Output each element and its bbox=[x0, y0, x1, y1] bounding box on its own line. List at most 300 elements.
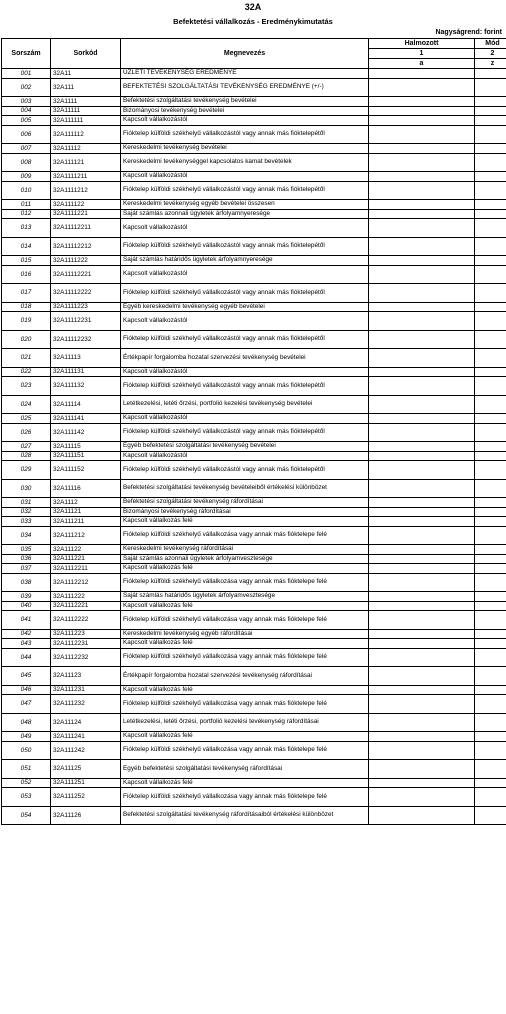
row-number: 048 bbox=[2, 713, 51, 732]
row-name: Fióktelep külföldi székhelyű vállalkozása vagy annak más fióktelepe felé bbox=[121, 611, 369, 630]
halmozott-value-cell[interactable] bbox=[369, 611, 475, 630]
mod-value-cell[interactable] bbox=[475, 116, 506, 126]
row-number: 024 bbox=[2, 395, 51, 414]
halmozott-value-cell[interactable] bbox=[369, 78, 475, 97]
row-name: Fióktelep külföldi székhelyű vállalkozástól vagy annak más fióktelepétől bbox=[121, 461, 369, 480]
halmozott-value-cell[interactable] bbox=[369, 116, 475, 126]
row-name: Kapcsolt vállalkozástól bbox=[121, 451, 369, 461]
table-row bbox=[2, 116, 506, 126]
halmozott-value-cell[interactable] bbox=[369, 545, 475, 555]
halmozott-value-cell[interactable] bbox=[369, 554, 475, 564]
row-code: 32A111131 bbox=[51, 367, 121, 377]
row-name: Fióktelep külföldi székhelyű vállalkozástól vagy annak más fióktelepétől bbox=[121, 284, 369, 303]
row-name: Fióktelep külföldi székhelyű vállalkozása vagy annak más fióktelepe felé bbox=[121, 648, 369, 667]
row-number: 017 bbox=[2, 284, 51, 303]
table-row bbox=[2, 732, 506, 742]
col-type-mod: z bbox=[475, 59, 506, 69]
row-code: 32A1111222 bbox=[51, 256, 121, 266]
row-name: Kapcsolt vállalkozástól bbox=[121, 172, 369, 182]
mod-value-cell[interactable] bbox=[475, 741, 506, 760]
mod-value-cell[interactable] bbox=[475, 479, 506, 498]
row-number: 053 bbox=[2, 788, 51, 807]
halmozott-value-cell[interactable] bbox=[369, 209, 475, 219]
row-number: 005 bbox=[2, 116, 51, 126]
mod-value-cell[interactable] bbox=[475, 106, 506, 116]
row-number: 032 bbox=[2, 507, 51, 517]
row-code: 32A1112 bbox=[51, 498, 121, 508]
row-code: 32A111252 bbox=[51, 788, 121, 807]
row-code: 32A1111211 bbox=[51, 172, 121, 182]
row-number: 033 bbox=[2, 517, 51, 527]
halmozott-value-cell[interactable] bbox=[369, 498, 475, 508]
row-code: 32A111121 bbox=[51, 153, 121, 172]
row-name: Fióktelep külföldi székhelyű vállalkozástól vagy annak más fióktelepétől bbox=[121, 377, 369, 396]
table-row bbox=[2, 209, 506, 219]
mod-value-cell[interactable] bbox=[475, 629, 506, 639]
halmozott-value-cell[interactable] bbox=[369, 760, 475, 779]
halmozott-value-cell[interactable] bbox=[369, 265, 475, 284]
row-number: 049 bbox=[2, 732, 51, 742]
mod-value-cell[interactable] bbox=[475, 367, 506, 377]
halmozott-value-cell[interactable] bbox=[369, 414, 475, 424]
mod-value-cell[interactable] bbox=[475, 200, 506, 210]
table-body bbox=[2, 69, 506, 825]
table-row bbox=[2, 312, 506, 331]
table-row bbox=[2, 685, 506, 695]
halmozott-value-cell[interactable] bbox=[369, 423, 475, 442]
mod-value-cell[interactable] bbox=[475, 237, 506, 256]
row-name: Saját számlás határidős ügyletek árfolyamnyeresége bbox=[121, 256, 369, 266]
table-row bbox=[2, 423, 506, 442]
mod-value-cell[interactable] bbox=[475, 648, 506, 667]
mod-value-cell[interactable] bbox=[475, 667, 506, 686]
halmozott-value-cell[interactable] bbox=[369, 648, 475, 667]
halmozott-value-cell[interactable] bbox=[369, 778, 475, 788]
mod-value-cell[interactable] bbox=[475, 573, 506, 592]
row-code: 32A1112212 bbox=[51, 573, 121, 592]
mod-value-cell[interactable] bbox=[475, 545, 506, 555]
halmozott-value-cell[interactable] bbox=[369, 284, 475, 303]
table-row bbox=[2, 181, 506, 200]
table-row bbox=[2, 377, 506, 396]
halmozott-value-cell[interactable] bbox=[369, 69, 475, 79]
row-name: Kapcsolt vállalkozás felé bbox=[121, 732, 369, 742]
table-row bbox=[2, 695, 506, 714]
row-name: Értékpapír forgalomba hozatal szervezési tevékenység bevételei bbox=[121, 349, 369, 368]
row-code: 32A111241 bbox=[51, 732, 121, 742]
table-row bbox=[2, 414, 506, 424]
row-code: 32A11126 bbox=[51, 806, 121, 825]
table-row bbox=[2, 69, 506, 79]
row-code: 32A11123 bbox=[51, 667, 121, 686]
row-number: 016 bbox=[2, 265, 51, 284]
halmozott-value-cell[interactable] bbox=[369, 517, 475, 527]
mod-value-cell[interactable] bbox=[475, 423, 506, 442]
row-name: Kapcsolt vállalkozástól bbox=[121, 367, 369, 377]
row-number: 006 bbox=[2, 125, 51, 144]
table-row bbox=[2, 517, 506, 527]
row-name: Fióktelep külföldi székhelyű vállalkozástól vagy annak más fióktelepétől bbox=[121, 330, 369, 349]
row-name: Fióktelep külföldi székhelyű vállalkozása vagy annak más fióktelepe felé bbox=[121, 526, 369, 545]
halmozott-value-cell[interactable] bbox=[369, 153, 475, 172]
halmozott-value-cell[interactable] bbox=[369, 573, 475, 592]
table-row bbox=[2, 648, 506, 667]
row-number: 026 bbox=[2, 423, 51, 442]
mod-value-cell[interactable] bbox=[475, 97, 506, 107]
row-number: 022 bbox=[2, 367, 51, 377]
row-name: Fióktelep külföldi székhelyű vállalkozása vagy annak más fióktelepe felé bbox=[121, 788, 369, 807]
row-number: 004 bbox=[2, 106, 51, 116]
col-type-halmozott: a bbox=[369, 59, 475, 69]
row-name: Fióktelep külföldi székhelyű vállalkozása vagy annak más fióktelepe felé bbox=[121, 573, 369, 592]
row-name: Értékpapír forgalomba hozatal szervezési tevékenység ráfordításai bbox=[121, 667, 369, 686]
mod-value-cell[interactable] bbox=[475, 685, 506, 695]
row-number: 042 bbox=[2, 629, 51, 639]
mod-value-cell[interactable] bbox=[475, 695, 506, 714]
mod-value-cell[interactable] bbox=[475, 564, 506, 574]
halmozott-value-cell[interactable] bbox=[369, 806, 475, 825]
row-code: 32A11115 bbox=[51, 442, 121, 452]
row-code: 32A111141 bbox=[51, 414, 121, 424]
row-number: 001 bbox=[2, 69, 51, 79]
table-row bbox=[2, 256, 506, 266]
row-code: 32A11113 bbox=[51, 349, 121, 368]
mod-value-cell[interactable] bbox=[475, 554, 506, 564]
row-name: Kereskedelmi tevékenység bevételei bbox=[121, 144, 369, 154]
row-number: 019 bbox=[2, 312, 51, 331]
row-code: 32A11111 bbox=[51, 106, 121, 116]
row-number: 038 bbox=[2, 573, 51, 592]
halmozott-value-cell[interactable] bbox=[369, 564, 475, 574]
table-row bbox=[2, 349, 506, 368]
halmozott-value-cell[interactable] bbox=[369, 106, 475, 116]
row-number: 027 bbox=[2, 442, 51, 452]
mod-value-cell[interactable] bbox=[475, 498, 506, 508]
row-code: 32A11125 bbox=[51, 760, 121, 779]
row-name: Befektetési szolgáltatási tevékenység bevételeiből értékelési különbözet bbox=[121, 479, 369, 498]
row-code: 32A1111221 bbox=[51, 209, 121, 219]
row-number: 044 bbox=[2, 648, 51, 667]
table-row bbox=[2, 545, 506, 555]
row-number: 039 bbox=[2, 592, 51, 602]
row-name: Kapcsolt vállalkozástól bbox=[121, 219, 369, 238]
table-row bbox=[2, 592, 506, 602]
table-row bbox=[2, 629, 506, 639]
mod-value-cell[interactable] bbox=[475, 451, 506, 461]
row-number: 025 bbox=[2, 414, 51, 424]
table-row bbox=[2, 713, 506, 732]
row-number: 002 bbox=[2, 78, 51, 97]
row-code: 32A111111 bbox=[51, 116, 121, 126]
row-number: 021 bbox=[2, 349, 51, 368]
row-name: Kereskedelmi tevékenység egyéb bevételei összesen bbox=[121, 200, 369, 210]
halmozott-value-cell[interactable] bbox=[369, 639, 475, 649]
halmozott-value-cell[interactable] bbox=[369, 144, 475, 154]
row-name: Saját számlás azonnali ügyletek árfolyamvesztesége bbox=[121, 554, 369, 564]
row-number: 041 bbox=[2, 611, 51, 630]
row-code: 32A111211 bbox=[51, 517, 121, 527]
halmozott-value-cell[interactable] bbox=[369, 367, 475, 377]
form-code: 32A bbox=[244, 2, 262, 12]
halmozott-value-cell[interactable] bbox=[369, 172, 475, 182]
halmozott-value-cell[interactable] bbox=[369, 685, 475, 695]
row-code: 32A111242 bbox=[51, 741, 121, 760]
mod-value-cell[interactable] bbox=[475, 414, 506, 424]
row-name: Kereskedelmi tevékenység egyéb ráfordításai bbox=[121, 629, 369, 639]
row-number: 030 bbox=[2, 479, 51, 498]
table-row bbox=[2, 442, 506, 452]
row-number: 010 bbox=[2, 181, 51, 200]
halmozott-value-cell[interactable] bbox=[369, 507, 475, 517]
halmozott-value-cell[interactable] bbox=[369, 330, 475, 349]
table-row bbox=[2, 461, 506, 480]
mod-value-cell[interactable] bbox=[475, 788, 506, 807]
table-row bbox=[2, 451, 506, 461]
table-row bbox=[2, 564, 506, 574]
halmozott-value-cell[interactable] bbox=[369, 237, 475, 256]
row-code: 32A111221 bbox=[51, 554, 121, 564]
row-code: 32A111231 bbox=[51, 685, 121, 695]
row-name: Kapcsolt vállalkozástól bbox=[121, 414, 369, 424]
halmozott-value-cell[interactable] bbox=[369, 451, 475, 461]
table-row bbox=[2, 237, 506, 256]
row-name: Befektetési szolgáltatási tevékenység ráfordításaiból értékelési különbözet bbox=[121, 806, 369, 825]
halmozott-value-cell[interactable] bbox=[369, 256, 475, 266]
col-header-megnevezes: Megnevezés bbox=[121, 39, 369, 69]
table-row bbox=[2, 144, 506, 154]
halmozott-value-cell[interactable] bbox=[369, 601, 475, 611]
table-row bbox=[2, 97, 506, 107]
row-name: Egyéb befektetési szolgáltatási tevékenység bevételei bbox=[121, 442, 369, 452]
mod-value-cell[interactable] bbox=[475, 78, 506, 97]
table-row bbox=[2, 498, 506, 508]
row-code: 32A11112212 bbox=[51, 237, 121, 256]
halmozott-value-cell[interactable] bbox=[369, 592, 475, 602]
row-code: 32A11112222 bbox=[51, 284, 121, 303]
row-code: 32A11124 bbox=[51, 713, 121, 732]
row-number: 028 bbox=[2, 451, 51, 461]
row-name: Fióktelep külföldi székhelyű vállalkozása vagy annak más fióktelepe felé bbox=[121, 741, 369, 760]
row-name: Letétkezelési, letéti őrzési, portfolió kezelési tevékenység ráfordításai bbox=[121, 713, 369, 732]
table-row bbox=[2, 219, 506, 238]
row-number: 036 bbox=[2, 554, 51, 564]
mod-value-cell[interactable] bbox=[475, 144, 506, 154]
row-number: 007 bbox=[2, 144, 51, 154]
mod-value-cell[interactable] bbox=[475, 125, 506, 144]
mod-value-cell[interactable] bbox=[475, 461, 506, 480]
mod-value-cell[interactable] bbox=[475, 517, 506, 527]
row-number: 023 bbox=[2, 377, 51, 396]
mod-value-cell[interactable] bbox=[475, 611, 506, 630]
row-code: 32A1111223 bbox=[51, 302, 121, 312]
mod-value-cell[interactable] bbox=[475, 219, 506, 238]
halmozott-value-cell[interactable] bbox=[369, 97, 475, 107]
row-name: Fióktelep külföldi székhelyű vállalkozástól vagy annak más fióktelepétől bbox=[121, 423, 369, 442]
table-row bbox=[2, 200, 506, 210]
row-name: Egyéb befektetési szolgáltatási tevékenység ráfordításai bbox=[121, 760, 369, 779]
row-number: 047 bbox=[2, 695, 51, 714]
mod-value-cell[interactable] bbox=[475, 732, 506, 742]
row-number: 054 bbox=[2, 806, 51, 825]
unit-label: Nagyságrend: forint bbox=[435, 29, 502, 36]
row-number: 012 bbox=[2, 209, 51, 219]
halmozott-value-cell[interactable] bbox=[369, 741, 475, 760]
mod-value-cell[interactable] bbox=[475, 265, 506, 284]
row-name: Kapcsolt vállalkozástól bbox=[121, 265, 369, 284]
halmozott-value-cell[interactable] bbox=[369, 461, 475, 480]
table-row bbox=[2, 479, 506, 498]
col-header-mod: Mód bbox=[475, 39, 506, 49]
mod-value-cell[interactable] bbox=[475, 256, 506, 266]
mod-value-cell[interactable] bbox=[475, 760, 506, 779]
halmozott-value-cell[interactable] bbox=[369, 312, 475, 331]
table-row bbox=[2, 667, 506, 686]
row-name: Fióktelep külföldi székhelyű vállalkozástól vagy annak más fióktelepétől bbox=[121, 181, 369, 200]
row-code: 32A11116 bbox=[51, 479, 121, 498]
mod-value-cell[interactable] bbox=[475, 778, 506, 788]
mod-value-cell[interactable] bbox=[475, 377, 506, 396]
table-row bbox=[2, 265, 506, 284]
mod-value-cell[interactable] bbox=[475, 526, 506, 545]
mod-value-cell[interactable] bbox=[475, 312, 506, 331]
mod-value-cell[interactable] bbox=[475, 507, 506, 517]
row-code: 32A111122 bbox=[51, 200, 121, 210]
col-number-mod: 2 bbox=[475, 49, 506, 59]
halmozott-value-cell[interactable] bbox=[369, 200, 475, 210]
row-code: 32A11112232 bbox=[51, 330, 121, 349]
row-code: 32A111223 bbox=[51, 629, 121, 639]
row-name: Befektetési szolgáltatási tevékenység bevételei bbox=[121, 97, 369, 107]
row-code: 32A11112211 bbox=[51, 219, 121, 238]
halmozott-value-cell[interactable] bbox=[369, 442, 475, 452]
mod-value-cell[interactable] bbox=[475, 302, 506, 312]
row-name: Egyéb kereskedelmi tevékenység egyéb bevételei bbox=[121, 302, 369, 312]
row-number: 051 bbox=[2, 760, 51, 779]
mod-value-cell[interactable] bbox=[475, 395, 506, 414]
row-code: 32A11 bbox=[51, 69, 121, 79]
row-name: Kapcsolt vállalkozás felé bbox=[121, 564, 369, 574]
row-code: 32A1112211 bbox=[51, 564, 121, 574]
table-row bbox=[2, 302, 506, 312]
halmozott-value-cell[interactable] bbox=[369, 479, 475, 498]
halmozott-value-cell[interactable] bbox=[369, 695, 475, 714]
row-number: 037 bbox=[2, 564, 51, 574]
table-row bbox=[2, 78, 506, 97]
row-name: BEFEKTETÉSI SZOLGÁLTATÁSI TEVÉKENYSÉG EREDMÉNYE (+/-) bbox=[121, 78, 369, 97]
row-code: 32A111212 bbox=[51, 526, 121, 545]
row-name: ÜZLETI TEVÉKENYSÉG EREDMÉNYE bbox=[121, 69, 369, 79]
table-row bbox=[2, 526, 506, 545]
mod-value-cell[interactable] bbox=[475, 209, 506, 219]
halmozott-value-cell[interactable] bbox=[369, 349, 475, 368]
row-name: Kapcsolt vállalkozástól bbox=[121, 116, 369, 126]
row-code: 32A1112232 bbox=[51, 648, 121, 667]
row-code: 32A111152 bbox=[51, 461, 121, 480]
mod-value-cell[interactable] bbox=[475, 639, 506, 649]
row-number: 003 bbox=[2, 97, 51, 107]
mod-value-cell[interactable] bbox=[475, 69, 506, 79]
table-row bbox=[2, 601, 506, 611]
mod-value-cell[interactable] bbox=[475, 806, 506, 825]
row-number: 009 bbox=[2, 172, 51, 182]
table-row bbox=[2, 760, 506, 779]
row-code: 32A1111 bbox=[51, 97, 121, 107]
form-title: Befektetési vállalkozás - Eredménykimutatás bbox=[173, 17, 333, 26]
row-name: Saját számlás határidős ügyletek árfolyamvesztesége bbox=[121, 592, 369, 602]
row-number: 018 bbox=[2, 302, 51, 312]
row-number: 035 bbox=[2, 545, 51, 555]
table-row bbox=[2, 806, 506, 825]
row-number: 050 bbox=[2, 741, 51, 760]
halmozott-value-cell[interactable] bbox=[369, 788, 475, 807]
table-row bbox=[2, 395, 506, 414]
row-code: 32A111232 bbox=[51, 695, 121, 714]
mod-value-cell[interactable] bbox=[475, 713, 506, 732]
halmozott-value-cell[interactable] bbox=[369, 377, 475, 396]
row-name: Fióktelep külföldi székhelyű vállalkozástól vagy annak más fióktelepétől bbox=[121, 125, 369, 144]
row-code: 32A11112221 bbox=[51, 265, 121, 284]
row-number: 011 bbox=[2, 200, 51, 210]
col-header-halmozott: Halmozott bbox=[369, 39, 475, 49]
halmozott-value-cell[interactable] bbox=[369, 181, 475, 200]
halmozott-value-cell[interactable] bbox=[369, 667, 475, 686]
row-number: 052 bbox=[2, 778, 51, 788]
halmozott-value-cell[interactable] bbox=[369, 526, 475, 545]
row-name: Kapcsolt vállalkozástól bbox=[121, 312, 369, 331]
table-row bbox=[2, 284, 506, 303]
row-number: 046 bbox=[2, 685, 51, 695]
halmozott-value-cell[interactable] bbox=[369, 302, 475, 312]
mod-value-cell[interactable] bbox=[475, 601, 506, 611]
mod-value-cell[interactable] bbox=[475, 330, 506, 349]
table-row bbox=[2, 778, 506, 788]
row-number: 029 bbox=[2, 461, 51, 480]
table-row bbox=[2, 788, 506, 807]
row-name: Kereskedelmi tevékenységgel kapcsolatos kamat bevételek bbox=[121, 153, 369, 172]
row-number: 043 bbox=[2, 639, 51, 649]
row-code: 32A11122 bbox=[51, 545, 121, 555]
halmozott-value-cell[interactable] bbox=[369, 219, 475, 238]
row-name: Befektetési szolgáltatási tevékenység ráfordításai bbox=[121, 498, 369, 508]
row-number: 045 bbox=[2, 667, 51, 686]
row-name: Fióktelep külföldi székhelyű vállalkozása vagy annak más fióktelepe felé bbox=[121, 695, 369, 714]
income-statement-table bbox=[1, 38, 506, 825]
row-code: 32A111222 bbox=[51, 592, 121, 602]
halmozott-value-cell[interactable] bbox=[369, 629, 475, 639]
row-code: 32A11112231 bbox=[51, 312, 121, 331]
row-number: 020 bbox=[2, 330, 51, 349]
row-name: Bizományosi tevékenység bevételei bbox=[121, 106, 369, 116]
row-name: Saját számlás azonnali ügyletek árfolyamnyeresége bbox=[121, 209, 369, 219]
mod-value-cell[interactable] bbox=[475, 284, 506, 303]
row-name: Fióktelep külföldi székhelyű vállalkozástól vagy annak más fióktelepétől bbox=[121, 237, 369, 256]
halmozott-value-cell[interactable] bbox=[369, 125, 475, 144]
row-name: Kapcsolt vállalkozás felé bbox=[121, 517, 369, 527]
mod-value-cell[interactable] bbox=[475, 153, 506, 172]
mod-value-cell[interactable] bbox=[475, 181, 506, 200]
halmozott-value-cell[interactable] bbox=[369, 395, 475, 414]
row-name: Kapcsolt vállalkozás felé bbox=[121, 685, 369, 695]
row-number: 013 bbox=[2, 219, 51, 238]
table-row bbox=[2, 125, 506, 144]
mod-value-cell[interactable] bbox=[475, 349, 506, 368]
table-row bbox=[2, 639, 506, 649]
mod-value-cell[interactable] bbox=[475, 442, 506, 452]
mod-value-cell[interactable] bbox=[475, 172, 506, 182]
mod-value-cell[interactable] bbox=[475, 592, 506, 602]
halmozott-value-cell[interactable] bbox=[369, 713, 475, 732]
halmozott-value-cell[interactable] bbox=[369, 732, 475, 742]
